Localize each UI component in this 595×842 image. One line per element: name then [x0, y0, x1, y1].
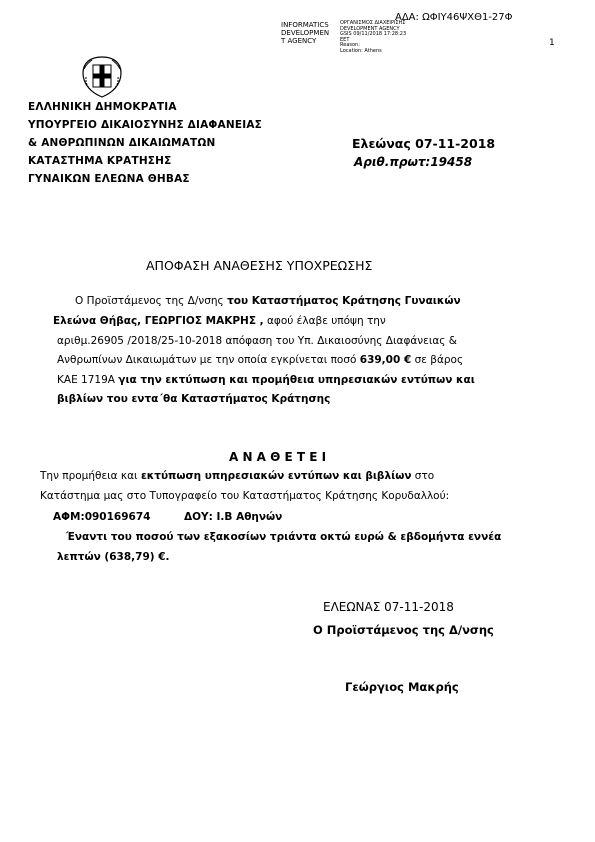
- place-date: Ελεώνας 07-11-2018: [352, 136, 496, 151]
- text-span: Ο Προϊστάμενος της Δ/νσης: [75, 295, 228, 307]
- stamp-details: [340, 21, 406, 54]
- paragraph-1-line: αριθμ.26905 /2018/25-10-2018 απόφαση του Υπ. Δικαιοσύνης Διαφάνειας &: [57, 335, 457, 347]
- text-span: στο: [411, 470, 435, 482]
- paragraph-2-line: λεπτών (638,79) €.: [57, 551, 170, 563]
- text-span: Ανθρωπίνων Δικαιωμάτων με την οποία εγκρίνεται ποσό: [57, 354, 360, 366]
- protocol-number: Αριθ.πρωτ:19458: [354, 155, 473, 169]
- paragraph-1-line: [57, 354, 463, 366]
- stamp-agency-line: DEVELOPMEN: [281, 29, 330, 37]
- signatory-name: Γεώργιος Μακρής: [345, 680, 459, 694]
- greek-coat-of-arms-emblem: [80, 55, 124, 99]
- paragraph-2-line: [40, 470, 434, 482]
- paragraph-1-line: [57, 374, 475, 386]
- tax-id: ΑΦΜ:090169674: [53, 511, 151, 523]
- stamp-agency-line: INFORMATICS: [281, 21, 329, 29]
- ada-number: ΑΔΑ: ΩΦΙΥ46ΨΧΘ1-27Φ: [395, 12, 513, 23]
- signature-stamp: [281, 21, 329, 45]
- stamp-detail-line: Location: Athens: [340, 47, 382, 54]
- section-heading: Α Ν Α Θ Ε Τ Ε Ι: [229, 450, 327, 464]
- text-span-bold: Ελεώνα Θήβας, ΓΕΩΡΓΙΟΣ ΜΑΚΡΗΣ ,: [53, 315, 264, 327]
- stamp-detail-line: DEVELOPMENT AGENCY: [340, 25, 400, 32]
- paragraph-1-line: [75, 295, 461, 307]
- document-title: ΑΠΟΦΑΣΗ ΑΝΑΘΕΣΗΣ ΥΠΟΧΡΕΩΣΗΣ: [146, 258, 373, 273]
- tax-office: ΔΟΥ: Ι.Β Αθηνών: [184, 511, 283, 523]
- stamp-detail-line: Reason:: [340, 42, 360, 48]
- text-span-bold: του Καταστήματος Κράτησης Γυναικών: [227, 295, 461, 307]
- stamp-detail-line: GSIS 09/11/2018 17:28:23: [340, 31, 407, 37]
- paragraph-2-line: Κατάστημα μας στο Τυπογραφείο του Καταστήματος Κράτησης Κορυδαλλού:: [40, 490, 450, 502]
- text-span-bold: για την εκτύπωση και προμήθεια υπηρεσιακών εντύπων και: [118, 374, 475, 386]
- text-span-bold: εκτύπωση υπηρεσιακών εντύπων και βιβλίων: [140, 470, 412, 482]
- issuer-line: ΓΥΝΑΙΚΩΝ ΕΛΕΩΝΑ ΘΗΒΑΣ: [28, 173, 190, 185]
- text-span: αφού έλαβε υπόψη την: [263, 315, 386, 327]
- stamp-detail-line: ΟΡΓΑΝΙΣΜΟΣ ΔΙΑΧΕΙΡΙΣΗΣ: [340, 20, 406, 26]
- signature-place-date: ΕΛΕΩΝΑΣ 07-11-2018: [323, 600, 454, 614]
- issuer-line: ΚΑΤΑΣΤΗΜΑ ΚΡΑΤΗΣΗΣ: [28, 155, 172, 167]
- paragraph-1-line: βιβλίων του εντα΄θα Καταστήματος Κράτησης: [57, 393, 331, 405]
- issuer-line: ΥΠΟΥΡΓΕΙΟ ΔΙΚΑΙΟΣΥΝΗΣ ΔΙΑΦΑΝΕΙΑΣ: [28, 119, 263, 131]
- issuer-line: & ΑΝΘΡΩΠΙΝΩΝ ΔΙΚΑΙΩΜΑΤΩΝ: [28, 137, 216, 149]
- text-span: ΚΑΕ 1719Α: [57, 374, 119, 386]
- amount-approved: 639,00 €: [359, 354, 412, 366]
- stamp-agency-line: T AGENCY: [281, 37, 317, 45]
- issuer-line: ΕΛΛΗΝΙΚΗ ΔΗΜΟΚΡΑΤΙΑ: [28, 101, 177, 113]
- page-number: 1: [549, 38, 555, 48]
- stamp-detail-line: EET: [340, 36, 350, 43]
- paragraph-2-line: Έναντι του ποσού των εξακοσίων τριάντα οκτώ ευρώ & εβδομήντα εννέα: [66, 531, 502, 543]
- text-span: Την προμήθεια και: [40, 470, 141, 482]
- paragraph-1-line: [53, 315, 386, 327]
- signature-role: Ο Προϊστάμενος της Δ/νσης: [313, 623, 494, 637]
- text-span: σε βάρος: [411, 354, 464, 366]
